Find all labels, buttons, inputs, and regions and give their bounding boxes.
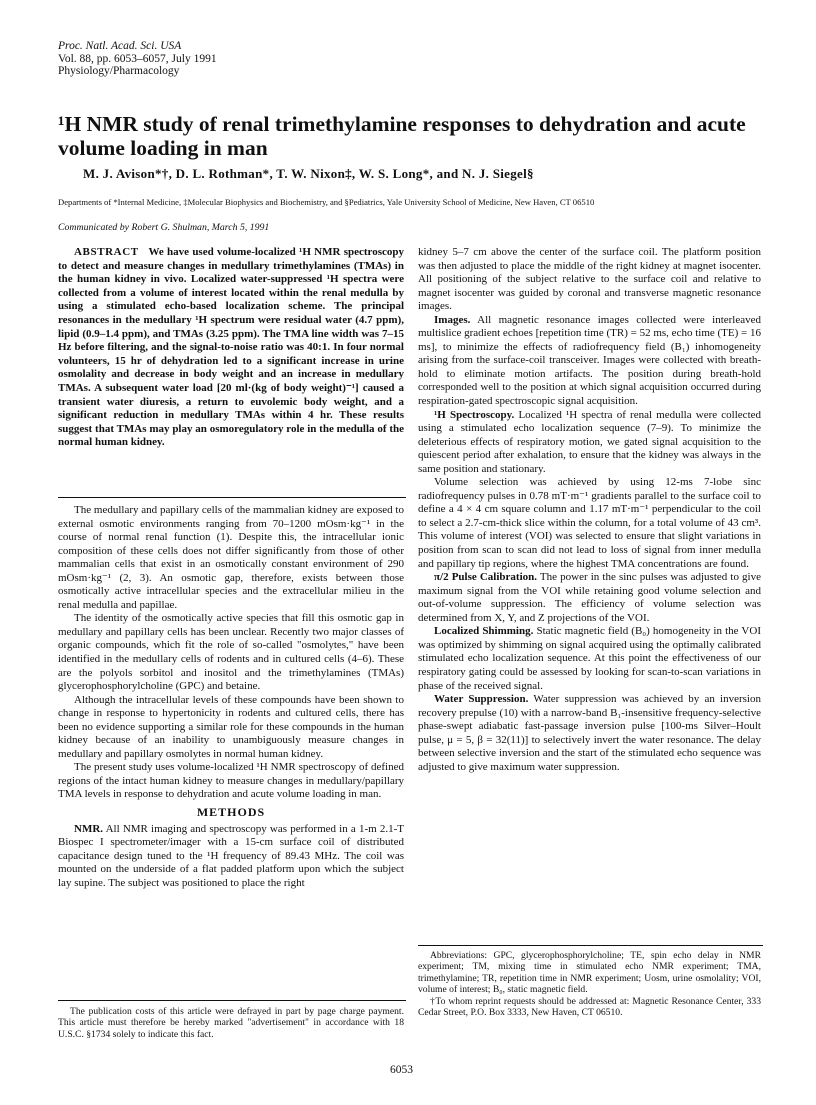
images-paragraph — [418, 314, 761, 409]
water-run-in: Water Suppression. — [434, 693, 529, 706]
affiliations: Departments of *Internal Medicine, ‡Molecular Biophysics and Biochemistry, and §Pediatrics, Yale University School of Medicine, New Haven, CT 06510 — [58, 197, 595, 207]
water-text: Water suppression was achieved by an inversion recovery prepulse (10) with a narrow-band B₁-insensitive frequency-selective phase-swept adiabatic fast-passage inversion pulse [100-ms Silver–Hoult pulse, μ = 5, β = 32(11)] to selectively invert the water resonance. The delay between selective inversion and the start of the stimulated echo sequence was adjusted to give maximum water suppression. — [418, 693, 761, 773]
publication-footnote — [58, 1006, 404, 1040]
article-title: ¹H NMR study of renal trimethylamine responses to dehydration and acute volume loading in man — [58, 112, 746, 160]
abstract-heading: ABSTRACT — [74, 246, 139, 258]
nmr-run-in: NMR. — [74, 822, 104, 835]
abbreviations-divider — [418, 945, 763, 946]
shimming-text: Static magnetic field (B₀) homogeneity in the VOI was optimized by shimming on signal acquired using the optimally calibrated stimulated echo localization sequence. At this point the effectiveness of our respiratory gating could be assessed by looking for scan-to-scan variations in phase of the received signal. — [418, 625, 761, 692]
volume-info: Vol. 88, pp. 6053–6057, July 1991 — [58, 52, 217, 65]
intro-paragraph-1: The medullary and papillary cells of the mammalian kidney are exposed to external osmotic environments ranging from 70–1200 mOsm·kg⁻¹ in the course of normal renal function (1). Despite this, the intracellular ionic composition of these cells does not differ significantly from those of other mammalian cells that exist in an osmotically constant environment of 290 mOsm·kg⁻¹ (2, 3). An osmotic gap, therefore, exists between those osmotically active intracellular species and the extracellular milieu in the renal medulla and papillae. — [58, 504, 404, 611]
left-column — [58, 504, 404, 890]
nmr-text: All NMR imaging and spectroscopy was performed in a 1-m 2.1-T Biospec I spectrometer/imager with a 15-cm surface coil of distributed capacitance design tuned to the ¹H frequency of 89.43 MHz. The coil was mounted on the underside of a flat padded platform upon which the subject lay supine. The subject was positioned to place the right — [58, 822, 404, 889]
images-run-in: Images. — [434, 313, 471, 326]
positioning-paragraph: kidney 5–7 cm above the center of the surface coil. The platform position was then adjusted to place the middle of the right kidney at magnet isocenter. All positioning of the subject relative to the surface coil and relative to magnet isocenter was guided by coronal and transverse magnetic resonance images. — [418, 246, 761, 313]
author-list: M. J. Avison*†, D. L. Rothman*, T. W. Nixon‡, W. S. Long*, and N. J. Siegel§ — [83, 166, 534, 181]
intro-paragraph-4: The present study uses volume-localized ¹H NMR spectroscopy of defined regions of the intact human kidney to measure changes in medullary/papillary TMA levels in response to dehydration and acute volume loading in man. — [58, 761, 404, 801]
images-text: All magnetic resonance images collected were interleaved multislice gradient echoes [repetition time (TR) = 52 ms, echo time (TE) = 16 ms], to minimize the effects of radiofrequency field (B₁) inhomogeneity arising from the surface-coil transceiver. Images were collected with breath-hold to eliminate motion artifacts. The position during breath-hold corresponded well to the position at which signal acquisition occurred during respiration-gated spectroscopic signal acquisition. — [418, 313, 761, 408]
reprint-note: †To whom reprint requests should be addressed at: Magnetic Resonance Center, 333 Cedar Street, P.O. Box 3333, New Haven, CT 06510. — [418, 995, 761, 1019]
shimming-run-in: Localized Shimming. — [434, 625, 534, 638]
volume-selection-paragraph: Volume selection was achieved by using 12-ms 7-lobe sinc radiofrequency pulses in 0.78 mT·m⁻¹ gradients parallel to the surface coil to define a 4 × 4 cm square column and 1.17 mT·m⁻¹ perpendicular to the coil to select a 2.7-cm-thick slice within the column, for a total volume of 43 cm³. This volume of interest (VOI) was selected to ensure that slight variations in position from scan to scan did not lead to loss of signal from inner medulla and papillary tip regions, where the highest TMA concentrations are found. — [418, 476, 761, 570]
methods-heading: METHODS — [196, 805, 266, 820]
pulse-run-in: π/2 Pulse Calibration. — [434, 571, 538, 584]
right-column — [418, 246, 761, 774]
right-footnotes — [418, 950, 761, 1018]
abbreviations-note: Abbreviations: GPC, glycerophosphorylcholine; TE, spin echo delay in NMR experiment; TM, mixing time in stimulated echo NMR experiment; TMA, trimethylamine; TR, repetition time in NMR experiment; Uosm, urine osmolality; VOI, volume of interest; B₀, static magnetic field. — [418, 950, 761, 996]
journal-header — [58, 40, 217, 78]
pulse-text: The power in the sinc pulses was adjusted to give maximum signal from the VOI while retaining good volume selection and out-of-volume suppression. The efficiency of volume selection was determined from X, Y, and Z projections of the VOI. — [418, 571, 761, 624]
nmr-paragraph — [58, 823, 404, 891]
communicated-by: Communicated by Robert G. Shulman, March 5, 1991 — [58, 222, 270, 233]
water-suppression-paragraph — [418, 693, 761, 774]
spectroscopy-run-in: ¹H Spectroscopy. — [434, 408, 515, 421]
pulse-calibration-paragraph — [418, 571, 761, 625]
section-label: Physiology/Pharmacology — [58, 65, 180, 78]
spectroscopy-text: Localized ¹H spectra of renal medulla were collected using a stimulated echo localization sequence (7–9). To minimize the deleterious effects of respiratory motion, we gated signal acquisition to the quiescent period after exhalation, to ensure that the kidney was always in the same position and stationary. — [418, 408, 762, 475]
journal-name: Proc. Natl. Acad. Sci. USA — [58, 40, 182, 52]
spectroscopy-paragraph — [418, 409, 761, 477]
intro-paragraph-3: Although the intracellular levels of these compounds have been shown to change in response to hypertonicity in rodents and cultured cells, there has been no evidence supporting a similar role for these compounds in the human kidney because of an inability to unambiguously measure changes in medullary and papillary osmolytes in normal human kidney. — [58, 693, 404, 760]
shimming-paragraph — [418, 625, 761, 693]
page-number: 6053 — [390, 1064, 413, 1076]
intro-paragraph-2: The identity of the osmotically active species that fill this osmotic gap in medullary and papillary cells has been unclear. Recently two major classes of organic compounds, which fit the role of so-called "osmolytes," have been identified in the medullary cells of rodents and in cultured cells (4–6). These are the polyols sorbitol and inositol and the trimethylamines (TMAs) glycerophosphorylcholine (GPC) and betaine. — [58, 612, 404, 693]
abstract — [58, 246, 404, 450]
abstract-text: We have used volume-localized ¹H NMR spectroscopy to detect and measure changes in medullary trimethylamines (TMAs) in the human kidney in vivo. Localized water-suppressed ¹H spectra were collected from a volume of interest located within the renal medulla by using a stimulated echo-based localization scheme. The principal resonances in the medullary ¹H spectrum were residual water (4.7 ppm), lipid (0.9–1.4 ppm), and TMAs (3.25 ppm). The TMA line width was 7–15 Hz before filtering, and the signal-to-noise ratio was 40:1. In four normal volunteers, 15 hr of dehydration led to a significant increase in urine osmolality and decrease in body weight and an increase in medullary TMAs. A subsequent water load [20 ml·(kg of body weight)⁻¹] caused a transient water diuresis, a return to euvolemic body weight, and a significant reduction in medullary TMAs within 4 hr. These results suggest that TMAs may play an osmoregulatory role in the medulla of the normal human kidney. — [58, 246, 405, 449]
publication-costs-note: The publication costs of this article were defrayed in part by page charge payment. This article must therefore be hereby marked "advertisement" in accordance with 18 U.S.C. §1734 solely to indicate this fact. — [58, 1006, 404, 1040]
footnote-divider — [58, 1000, 406, 1001]
abstract-divider — [58, 497, 406, 498]
